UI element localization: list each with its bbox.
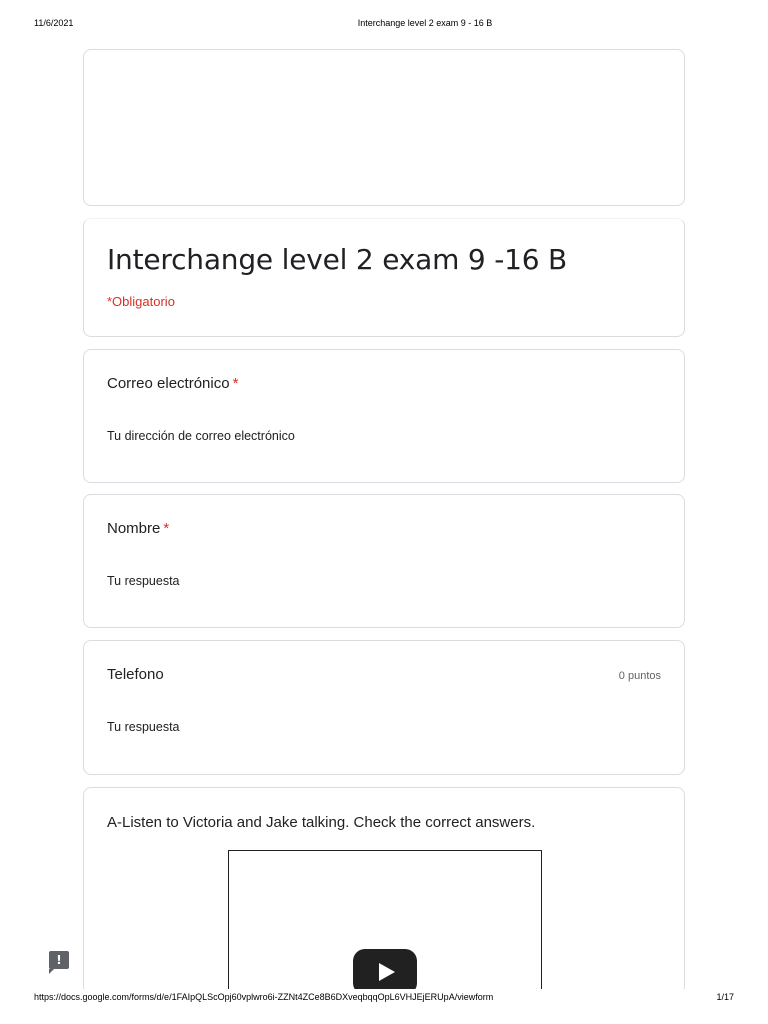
name-question-card <box>83 494 685 628</box>
listen-question-card <box>83 787 685 1002</box>
print-footer <box>0 992 768 1006</box>
required-note: *Obligatorio <box>107 294 175 309</box>
email-input[interactable]: Tu dirección de correo electrónico <box>107 429 295 443</box>
listen-question-label: A-Listen to Victoria and Jake talking. Check the correct answers. <box>107 814 536 831</box>
form-title: Interchange level 2 exam 9 -16 B <box>107 243 568 276</box>
phone-input[interactable]: Tu respuesta <box>107 720 180 734</box>
phone-question-card <box>83 640 685 775</box>
print-title: Interchange level 2 exam 9 - 16 B <box>357 18 493 28</box>
required-asterisk: * <box>163 520 170 537</box>
name-label-text: Nombre <box>107 520 161 537</box>
points-badge: 0 puntos <box>618 670 661 682</box>
print-header <box>0 18 768 32</box>
print-date: 11/6/2021 <box>34 18 74 28</box>
page-url: https://docs.google.com/forms/d/e/1FAIpQLScOpj60vplwro6i-ZZNt4ZCe8B6DXveqbqqOpL6VHJEjERUpA/viewform <box>34 992 494 1002</box>
required-asterisk: * <box>232 375 239 392</box>
form-title-card <box>83 218 685 337</box>
email-question-label <box>107 375 238 392</box>
page-number: 1/17 <box>716 992 734 1002</box>
email-label-text: Correo electrónico <box>107 375 230 392</box>
email-question-card <box>83 349 685 483</box>
header-banner <box>83 49 685 206</box>
video-player[interactable] <box>228 850 542 1000</box>
feedback-icon[interactable] <box>49 951 69 969</box>
phone-question-label: Telefono <box>107 666 164 683</box>
name-input[interactable]: Tu respuesta <box>107 574 180 588</box>
exclamation-icon: ! <box>56 953 62 967</box>
name-question-label <box>107 520 169 537</box>
